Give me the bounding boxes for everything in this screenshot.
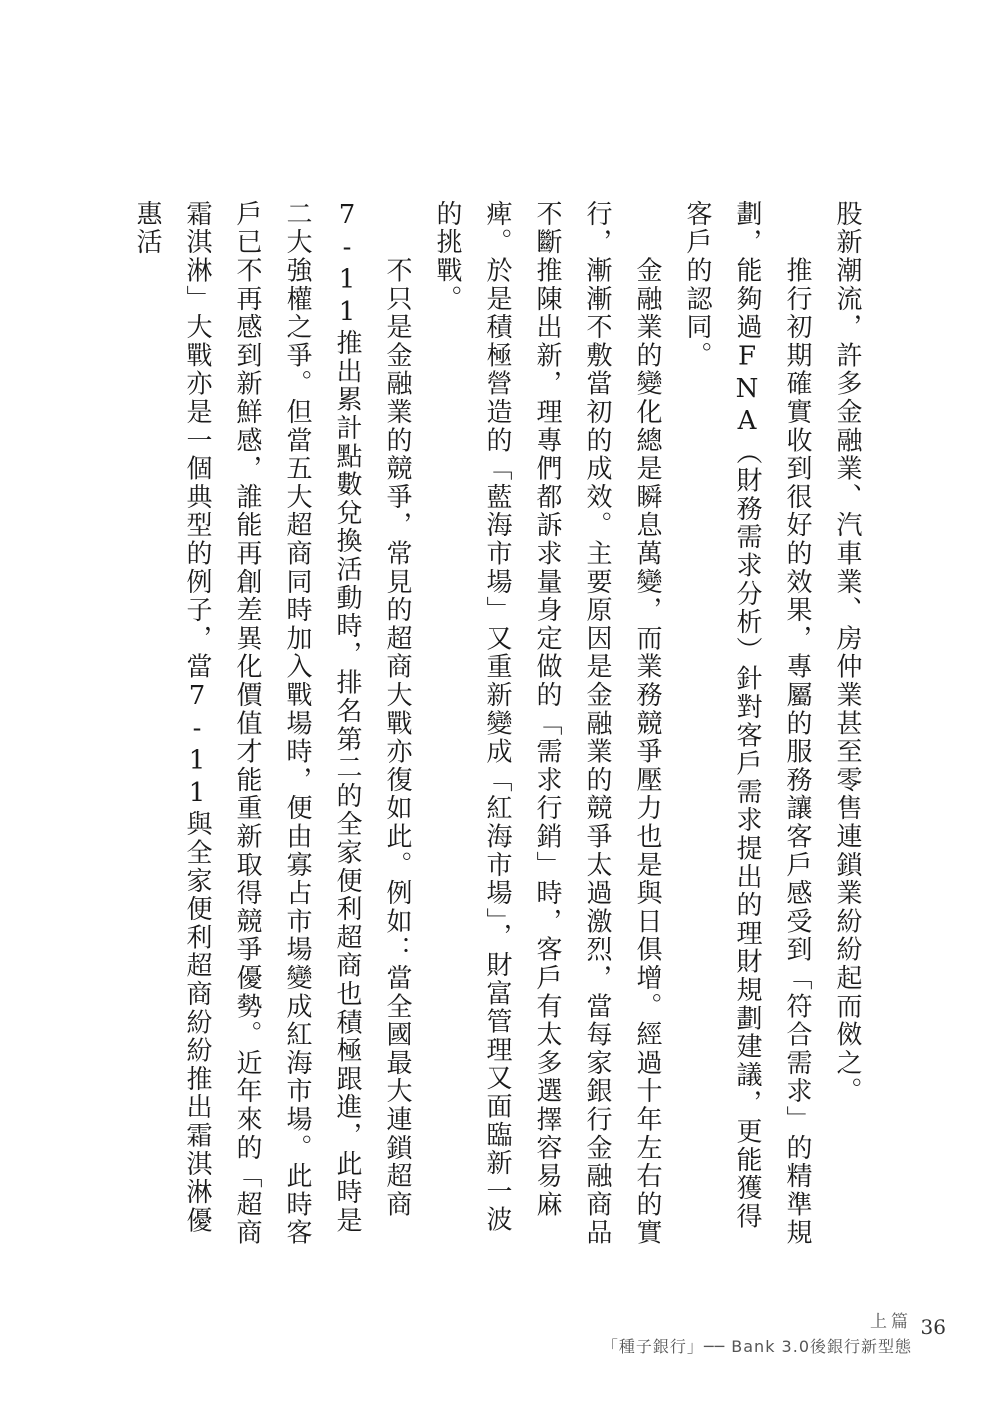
book-title: 「種子銀行」── Bank 3.0後銀行新型態 [601,1337,912,1356]
paragraph-2: 推行初期確實收到很好的效果，專屬的服務讓客戶感受到「符合需求」的精準規劃，能夠過FNA（財務需求分析）針對客戶需求提出的理財規劃建議，更能獲得客戶的認同。 [682,200,812,1248]
paragraph-1: 股新潮流，許多金融業、汽車業、房仲業甚至零售連鎖業紛紛起而傚之。 [832,200,862,1106]
paragraph-4: 不只是金融業的競爭，常見的超商大戰亦復如此。例如：當全國最大連鎖超商7-11推出累計點數兌換活動時，排名第二的全家便利超商也積極跟進，此時是二大強權之爭。但當五大超商同時加入戰場時，便由寡占市場變成紅海市場。此時客戶已不再感到新鮮感，誰能再創差異化價值才能重新取得競爭優勢。近年來的「超商霜淇淋」大戰亦是一個典型的例子，當7-11與全家便利超商紛紛推出霜淇淋優惠活 [132,200,412,1248]
section-label: 上篇 [870,1312,912,1332]
paragraph-3: 金融業的變化總是瞬息萬變，而業務競爭壓力也是與日俱增。經過十年左右的實行，漸漸不敷當初的成效。主要原因是金融業的競爭太過激烈，當每家銀行金融商品不斷推陳出新，理專們都訴求量身定做的「需求行銷」時，客戶有太多選擇容易麻痺。於是積極營造的「藍海市場」又重新變成「紅海市場」，財富管理又面臨新一波的挑戰。 [432,200,662,1248]
running-footer [602,1307,912,1357]
page-number: 36 [920,1315,946,1339]
body-text [132,200,872,1250]
